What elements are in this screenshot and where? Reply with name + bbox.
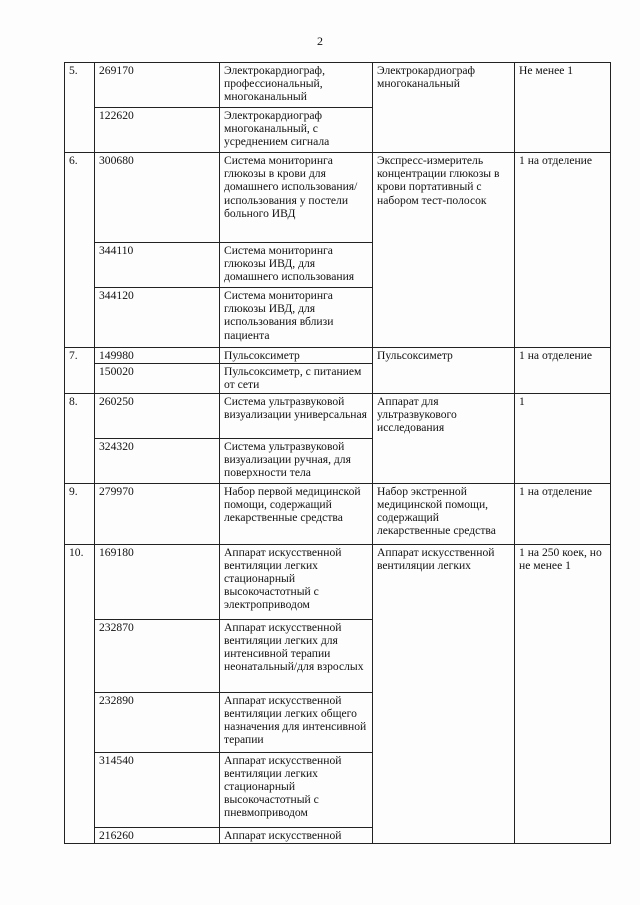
code-cell: 344110	[95, 243, 220, 288]
table-row	[65, 153, 611, 243]
equipment-type-cell: Пульсоксиметр	[373, 348, 515, 394]
code-cell: 122620	[95, 108, 220, 153]
row-number: 9.	[65, 483, 95, 544]
equipment-type-cell: Экспресс-измеритель концентрации глюкозы в крови портативный с набором тест-полосок	[373, 153, 515, 348]
row-number: 8.	[65, 393, 95, 483]
quantity-cell: Не менее 1	[515, 63, 611, 153]
equipment-table	[64, 62, 611, 844]
name-cell: Электрокардиограф многоканальный, с усреднением сигнала	[220, 108, 373, 153]
row-number: 5.	[65, 63, 95, 153]
name-cell: Система мониторинга глюкозы ИВД, для использования вблизи пациента	[220, 288, 373, 348]
code-cell: 169180	[95, 544, 220, 619]
code-cell: 314540	[95, 752, 220, 827]
name-cell: Набор первой медицинской помощи, содержащий лекарственные средства	[220, 483, 373, 544]
name-cell: Пульсоксиметр	[220, 348, 373, 364]
code-cell: 232870	[95, 619, 220, 692]
name-cell: Система ультразвуковой визуализации универсальная	[220, 393, 373, 438]
code-cell: 269170	[95, 63, 220, 108]
row-number: 6.	[65, 153, 95, 348]
page-number: 2	[317, 34, 323, 48]
name-cell: Система ультразвуковой визуализации ручная, для поверхности тела	[220, 438, 373, 483]
equipment-type-cell: Электрокардиограф многоканальный	[373, 63, 515, 153]
name-cell: Аппарат искусственной вентиляции легких стационарный высокочастотный с электроприводом	[220, 544, 373, 619]
quantity-cell: 1 на отделение	[515, 348, 611, 394]
name-cell: Аппарат искусственной вентиляции легких для интенсивной терапии неонатальный/для взрослых	[220, 619, 373, 692]
name-cell: Электрокардиограф, профессиональный, многоканальный	[220, 63, 373, 108]
name-cell: Система мониторинга глюкозы в крови для домашнего использования/ использования у постели больного ИВД	[220, 153, 373, 243]
equipment-type-cell: Аппарат для ультразвукового исследования	[373, 393, 515, 483]
code-cell: 324320	[95, 438, 220, 483]
equipment-type-cell: Аппарат искусственной вентиляции легких	[373, 544, 515, 843]
table-row	[65, 483, 611, 544]
code-cell: 279970	[95, 483, 220, 544]
name-cell: Система мониторинга глюкозы ИВД, для домашнего использования	[220, 243, 373, 288]
code-cell: 232890	[95, 692, 220, 752]
quantity-cell: 1	[515, 393, 611, 483]
code-cell: 300680	[95, 153, 220, 243]
code-cell: 260250	[95, 393, 220, 438]
table-row	[65, 348, 611, 364]
code-cell: 216260	[95, 827, 220, 843]
name-cell: Аппарат искусственной вентиляции легких общего назначения для интенсивной терапии	[220, 692, 373, 752]
table-row	[65, 63, 611, 108]
code-cell: 150020	[95, 364, 220, 393]
table-row	[65, 544, 611, 619]
row-number: 10.	[65, 544, 95, 843]
quantity-cell: 1 на отделение	[515, 153, 611, 348]
name-cell: Аппарат искусственной	[220, 827, 373, 843]
table-row	[65, 393, 611, 438]
row-number: 7.	[65, 348, 95, 394]
name-cell: Аппарат искусственной вентиляции легких стационарный высокочастотный с пневмоприводом	[220, 752, 373, 827]
quantity-cell: 1 на отделение	[515, 483, 611, 544]
equipment-type-cell: Набор экстренной медицинской помощи, содержащий лекарственные средства	[373, 483, 515, 544]
code-cell: 149980	[95, 348, 220, 364]
code-cell: 344120	[95, 288, 220, 348]
quantity-cell: 1 на 250 коек, но не менее 1	[515, 544, 611, 843]
name-cell: Пульсоксиметр, с питанием от сети	[220, 364, 373, 393]
